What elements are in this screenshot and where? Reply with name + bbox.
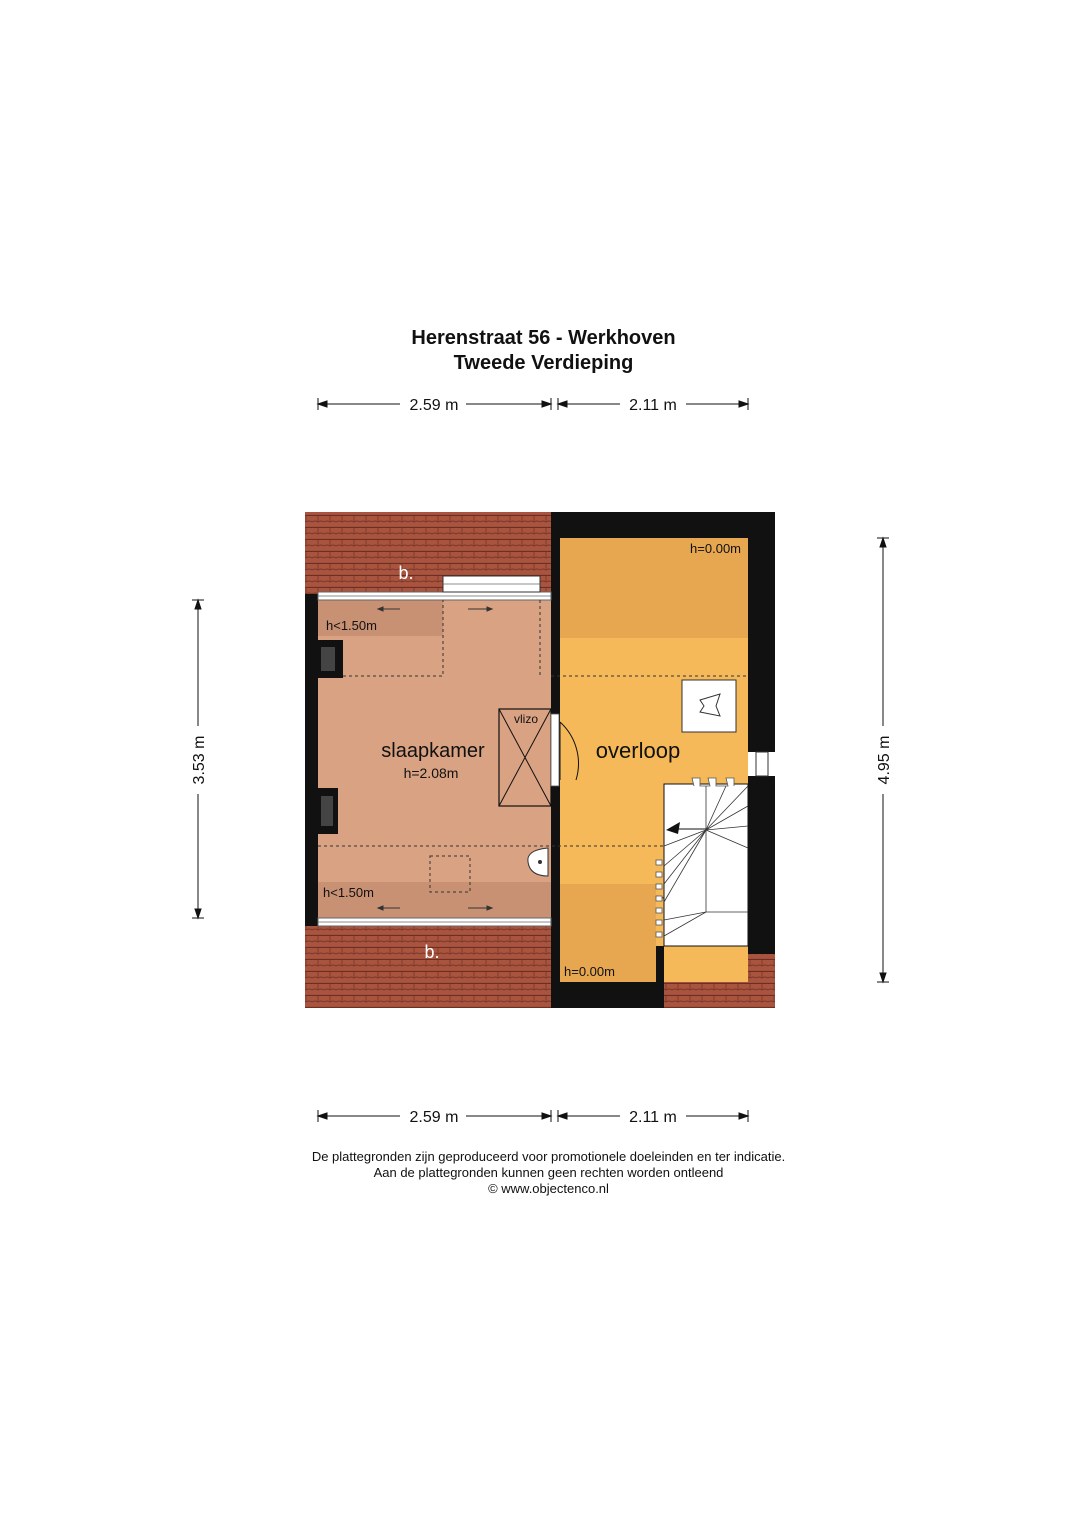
disclaimer-line-2: Aan de plattegronden kunnen geen rechten worden ontleend (373, 1165, 724, 1180)
bedroom-height: h=2.08m (403, 765, 459, 781)
sink-drain (538, 860, 542, 864)
chimney-vent-top (321, 647, 335, 671)
plan-title: Herenstraat 56 - Werkhoven (411, 327, 676, 349)
low-height-bottom-label: h<1.50m (323, 885, 374, 900)
window-bottom (318, 918, 551, 926)
roof-bottom-label: b. (424, 942, 440, 962)
dim-top-right-label: 2.11 m (629, 397, 677, 414)
disclaimer-line-1: De plattegronden zijn geproduceerd voor promotionele doeleinden en ter indicatie. (311, 1149, 786, 1164)
hatch-label: vlizo (513, 712, 539, 726)
dim-right-label: 4.95 m (876, 735, 893, 785)
skylight (682, 680, 736, 732)
staircase (656, 778, 748, 946)
dim-left-label: 3.53 m (191, 735, 208, 785)
dim-bottom-left-label: 2.59 m (409, 1109, 459, 1126)
roof-bottom-left (305, 922, 551, 1008)
bedroom-name: slaapkamer (381, 740, 485, 762)
dim-bottom (318, 1110, 748, 1122)
landing-name: overloop (595, 738, 681, 763)
dim-bottom-right-label: 2.11 m (629, 1109, 677, 1126)
landing-bottom-height-label: h=0.00m (564, 964, 615, 979)
roof-top-label: b. (398, 563, 414, 583)
dim-top-left-label: 2.59 m (409, 397, 459, 414)
chimney-vent-bottom (321, 796, 333, 826)
window-right (756, 752, 768, 776)
copyright-line: © www.objectenco.nl (488, 1181, 609, 1196)
plan-subtitle: Tweede Verdieping (453, 352, 634, 374)
dim-top (318, 398, 748, 410)
landing-top-height-label: h=0.00m (690, 541, 741, 556)
low-height-top-label: h<1.50m (326, 618, 377, 633)
